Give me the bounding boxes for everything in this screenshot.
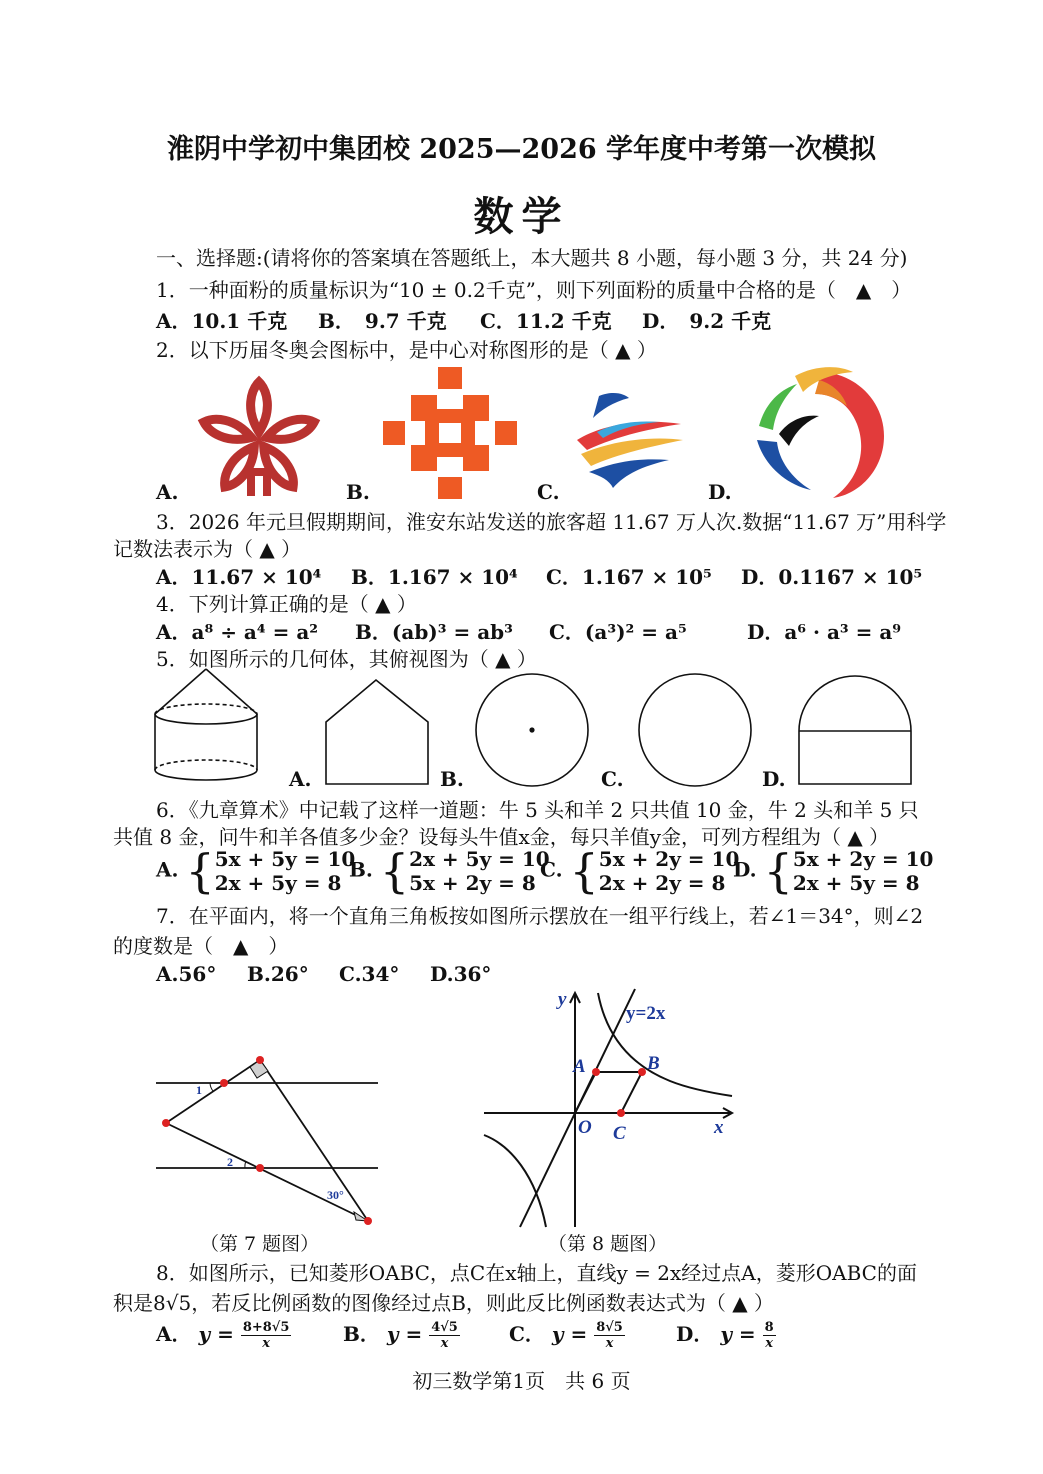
q8-option-a-label: A． <box>156 1322 192 1346</box>
q6-option-a <box>156 844 356 898</box>
q6-option-b-system <box>409 847 550 895</box>
q8-option-d <box>676 1318 776 1351</box>
q6-option-a-eq2: 2x + 5y = 8 <box>214 871 342 895</box>
q6-option-a-eq1: 5x + 5y = 10 <box>214 847 356 871</box>
q8-option-a <box>156 1318 291 1351</box>
q5-option-b-circle-dot <box>473 673 591 789</box>
q7-option-d: D.36° <box>430 962 492 986</box>
q3-stem-line1: 3．2026 年元旦假期期间，淮安东站发送的旅客超 11.67 万人次.数据“11.67 万”用科学 <box>156 510 947 534</box>
q8-option-c-lhs: y = <box>551 1322 588 1346</box>
q8-line-label: y=2x <box>626 1003 666 1024</box>
q6-option-c-label: C. <box>540 857 563 882</box>
q4-stem: 4．下列计算正确的是（ ▲ ） <box>156 592 417 616</box>
q5-option-d: D. <box>762 767 786 791</box>
q8-option-b <box>343 1318 460 1351</box>
q8-stem-line2: 积是8√5，若反比例函数的图像经过点B，则此反比例函数表达式为（ ▲ ） <box>113 1291 774 1315</box>
q4-option-a: A．a⁸ ÷ a⁴ = a² <box>156 620 319 644</box>
q5-option-c: C. <box>601 767 624 791</box>
q8-y-axis-label: y <box>558 989 567 1010</box>
q7-option-c: C.34° <box>339 962 400 986</box>
q2-option-d: D. <box>708 480 732 504</box>
exam-title: 淮阴中学初中集团校 2025—2026 学年度中考第一次模拟 <box>166 134 877 165</box>
q8-option-c-fraction <box>594 1320 625 1351</box>
q6-option-d-eq1: 5x + 2y = 10 <box>792 847 934 871</box>
q8-point-b-label: B <box>647 1053 660 1074</box>
q8-stem-line1: 8．如图所示，已知菱形OABC，点C在x轴上，直线y = 2x经过点A，菱形OABC的面 <box>156 1261 917 1285</box>
q2-option-b: B. <box>346 480 370 504</box>
q1-option-b: B． 9.7 千克 <box>318 309 447 333</box>
q6-option-d-system <box>793 847 934 895</box>
q8-option-d-fraction <box>763 1320 776 1351</box>
q3-option-d: D．0.1167 × 10⁵ <box>741 565 923 589</box>
q6-stem-line1: 6．《九章算术》中记载了这样一道题：牛 5 头和羊 2 只共值 10 金，牛 2 头和羊 5 只 <box>156 798 919 822</box>
q6-option-a-label: A. <box>156 857 179 882</box>
q8-option-a-numerator: 8+8√5 <box>242 1320 290 1335</box>
q6-option-a-brace: { <box>185 844 215 898</box>
olympic-emblem-d <box>749 360 889 500</box>
page-footer: 初三数学第1页 共 6 页 <box>412 1369 631 1393</box>
q8-point-a-label: A <box>573 1056 586 1077</box>
q8-option-d-numerator: 8 <box>764 1320 774 1335</box>
q8-option-b-lhs: y = <box>386 1322 423 1346</box>
q8-option-b-fraction <box>429 1320 460 1351</box>
q6-option-c <box>540 844 740 898</box>
q8-option-b-label: B． <box>343 1322 380 1346</box>
q8-point-c-label: C <box>613 1123 626 1144</box>
q3-option-b: B．1.167 × 10⁴ <box>351 565 518 589</box>
q5-option-a: A. <box>289 767 312 791</box>
q4-option-d: D．a⁶ · a³ = a⁹ <box>747 620 902 644</box>
q8-option-b-numerator: 4√5 <box>431 1320 458 1335</box>
q6-option-b-eq2: 5x + 2y = 8 <box>409 871 536 895</box>
q6-stem-line2: 共值 8 金，问牛和羊各值多少金？设每头牛值x金，每只羊值y金，可列方程组为（ ▲ ） <box>113 825 890 849</box>
q8-option-a-lhs: y = <box>198 1322 234 1346</box>
q7-angle30-label: 30° <box>327 1188 344 1202</box>
q8-option-c-label: C． <box>509 1322 545 1346</box>
q1-option-a: A．10.1 千克 <box>156 309 288 333</box>
q8-option-d-label: D． <box>676 1322 714 1346</box>
q6-option-a-system <box>215 847 356 895</box>
q6-option-d <box>733 844 934 898</box>
q1-stem: 1．一种面粉的质量标识为“10 ± 0.2千克”，则下列面粉的质量中合格的是（ ▲ ） <box>156 278 912 302</box>
q3-option-a: A．11.67 × 10⁴ <box>156 565 322 589</box>
q6-option-b <box>349 844 550 898</box>
q8-option-d-denominator: x <box>765 1336 774 1351</box>
q7-figure <box>150 1050 382 1230</box>
q8-figure <box>480 985 740 1230</box>
q4-option-b: B．(ab)³ = ab³ <box>355 620 513 644</box>
q7-angle2-label: 2 <box>227 1155 233 1169</box>
q6-option-c-eq1: 5x + 2y = 10 <box>598 847 740 871</box>
q5-stem: 5．如图所示的几何体，其俯视图为（ ▲ ） <box>156 647 537 671</box>
q6-option-b-label: B. <box>349 857 373 882</box>
q7-option-b: B.26° <box>247 962 309 986</box>
q5-option-c-circle <box>636 673 754 789</box>
q6-option-b-brace: { <box>379 844 410 898</box>
q8-option-a-denominator: x <box>262 1336 270 1351</box>
q8-option-b-denominator: x <box>440 1336 449 1351</box>
q1-option-d: D． 9.2 千克 <box>642 309 772 333</box>
q8-caption: （第 8 题图） <box>548 1233 668 1255</box>
q6-option-b-eq1: 2x + 5y = 10 <box>409 847 550 871</box>
q8-option-c-numerator: 8√5 <box>596 1320 623 1335</box>
q8-option-d-lhs: y = <box>720 1322 756 1346</box>
q7-stem-line1: 7．在平面内，将一个直角三角板按如图所示摆放在一组平行线上，若∠1＝34°，则∠2 <box>156 904 924 928</box>
q6-option-d-brace: { <box>763 844 793 898</box>
q6-option-d-label: D. <box>733 857 757 882</box>
q8-x-axis-label: x <box>714 1117 724 1138</box>
olympic-emblem-b <box>383 367 517 499</box>
q6-option-c-eq2: 2x + 2y = 8 <box>598 871 726 895</box>
subject-title: 数学 <box>473 193 570 240</box>
q2-stem: 2．以下历届冬奥会图标中，是中心对称图形的是（ ▲ ） <box>156 338 657 362</box>
olympic-emblem-a <box>195 378 323 498</box>
q7-caption: （第 7 题图） <box>200 1233 320 1255</box>
q2-option-a: A. <box>156 480 179 504</box>
q5-solid-figure <box>150 666 262 788</box>
section-heading: 一、选择题:(请将你的答案填在答题纸上，本大题共 8 小题，每小题 3 分，共 24 分) <box>156 246 908 270</box>
q8-point-o-label: O <box>578 1117 592 1138</box>
olympic-emblem-c <box>573 388 685 496</box>
q7-stem-line2: 的度数是（ ▲ ） <box>113 934 289 958</box>
q8-option-a-fraction <box>241 1320 292 1351</box>
q2-option-c: C. <box>537 480 560 504</box>
q6-option-c-system <box>599 847 740 895</box>
q4-option-c: C．(a³)² = a⁵ <box>549 620 687 644</box>
q1-option-c: C．11.2 千克 <box>480 309 612 333</box>
q3-option-c: C．1.167 × 10⁵ <box>546 565 712 589</box>
q6-option-c-brace: { <box>569 844 599 898</box>
q8-option-c-denominator: x <box>605 1336 614 1351</box>
q5-option-b: B. <box>440 767 464 791</box>
q8-option-c <box>509 1318 625 1351</box>
q7-angle1-label: 1 <box>196 1083 202 1097</box>
q6-option-d-eq2: 2x + 5y = 8 <box>792 871 920 895</box>
q7-option-a: A.56° <box>156 962 217 986</box>
q5-option-d-arch <box>797 674 913 786</box>
q3-stem-line2: 记数法表示为（ ▲ ） <box>113 537 302 561</box>
q5-option-a-pentagon <box>324 678 430 786</box>
